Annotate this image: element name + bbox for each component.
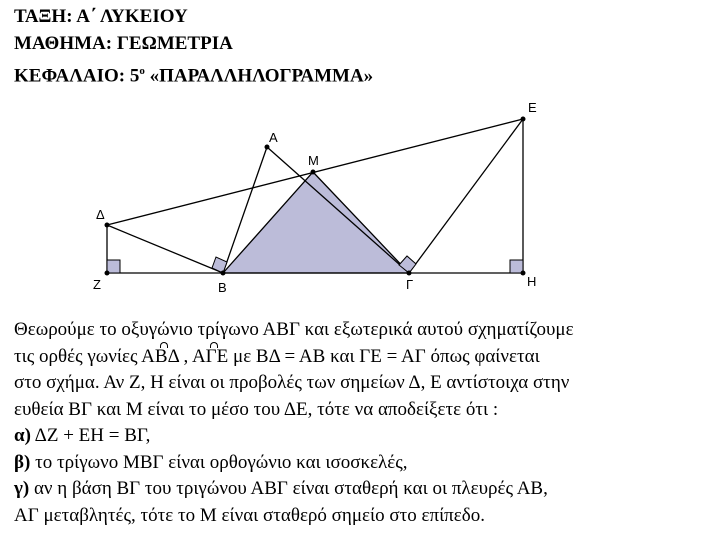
label-b: Β — [218, 280, 227, 295]
right-angle-z — [107, 260, 120, 273]
problem-line-1: Θεωρούμε το οξυγώνιο τρίγωνο ΑΒΓ και εξωτερικά αυτού σχηματίζουμε — [14, 319, 574, 340]
line2-pre: τις ορθές γωνίες Α — [14, 345, 155, 367]
problem-line-4: ευθεία ΒΓ και Μ είναι το μέσο του ΔΕ, τότε να αποδείξετε ότι : — [14, 398, 499, 420]
label-z: Ζ — [93, 277, 101, 292]
part-a-label: α) — [14, 425, 31, 446]
label-a: Α — [269, 130, 278, 145]
right-angle-h — [510, 260, 523, 273]
part-c — [14, 476, 694, 503]
problem-line-2 — [14, 344, 694, 371]
header-subject: ΜΑΘΗΜΑ: ΓΕΩΜΕΤΡΙΑ — [14, 33, 233, 54]
label-h: Η — [527, 274, 537, 289]
part-b — [14, 450, 694, 477]
problem-text — [14, 317, 694, 529]
header-chapter-sup: ο — [139, 65, 145, 77]
header-class: ΤΑΞΗ: Α΄ ΛΥΚΕΙΟΥ — [14, 6, 188, 27]
part-c-continued: ΑΓ μεταβλητές, τότε το Μ είναι σταθερό σημείο στο επίπεδο. — [14, 504, 485, 526]
part-b-label: β) — [14, 451, 31, 473]
part-a — [14, 423, 694, 450]
header-chapter-prefix: ΚΕΦΑΛΑΙΟ: 5 — [14, 65, 140, 87]
point-g — [407, 271, 412, 276]
part-a-text: ΔΖ + ΕΗ = ΒΓ, — [30, 425, 151, 446]
part-c-label: γ) — [14, 478, 30, 499]
point-m — [311, 170, 316, 175]
label-m: Μ — [308, 153, 319, 168]
segment-bd — [107, 225, 223, 273]
label-g: Γ — [406, 277, 414, 292]
line2-mid: Δ , Α — [167, 345, 206, 367]
point-a — [265, 145, 270, 150]
point-z — [105, 271, 110, 276]
problem-line-3: στο σχήμα. Αν Ζ, Η είναι οι προβολές των σημείων Δ, Ε αντίστοιχα στην — [14, 372, 570, 393]
segment-ge — [409, 119, 523, 273]
point-h — [521, 271, 526, 276]
point-d — [105, 223, 110, 228]
point-e — [521, 117, 526, 122]
part-b-text: το τρίγωνο ΜΒΓ είναι ορθογώνιο και ισοσκελές, — [30, 451, 408, 473]
header-chapter-title: «ΠΑΡΑΛΛΗΛΟΓΡΑΜΜΑ» — [144, 65, 374, 87]
angle-vertex-b: Β — [155, 344, 168, 371]
point-b — [221, 271, 226, 276]
angle-vertex-g: Γ — [206, 344, 217, 371]
label-e: Ε — [528, 100, 537, 115]
label-d: Δ — [96, 207, 105, 222]
triangle-mbg — [223, 172, 409, 273]
part-c-text: αν η βάση ΒΓ του τριγώνου ΑΒΓ είναι σταθερή και οι πλευρές ΑΒ, — [29, 478, 548, 499]
line2-post: Ε με ΒΔ = ΑΒ και ΓΕ = ΑΓ όπως φαίνεται — [216, 345, 540, 367]
